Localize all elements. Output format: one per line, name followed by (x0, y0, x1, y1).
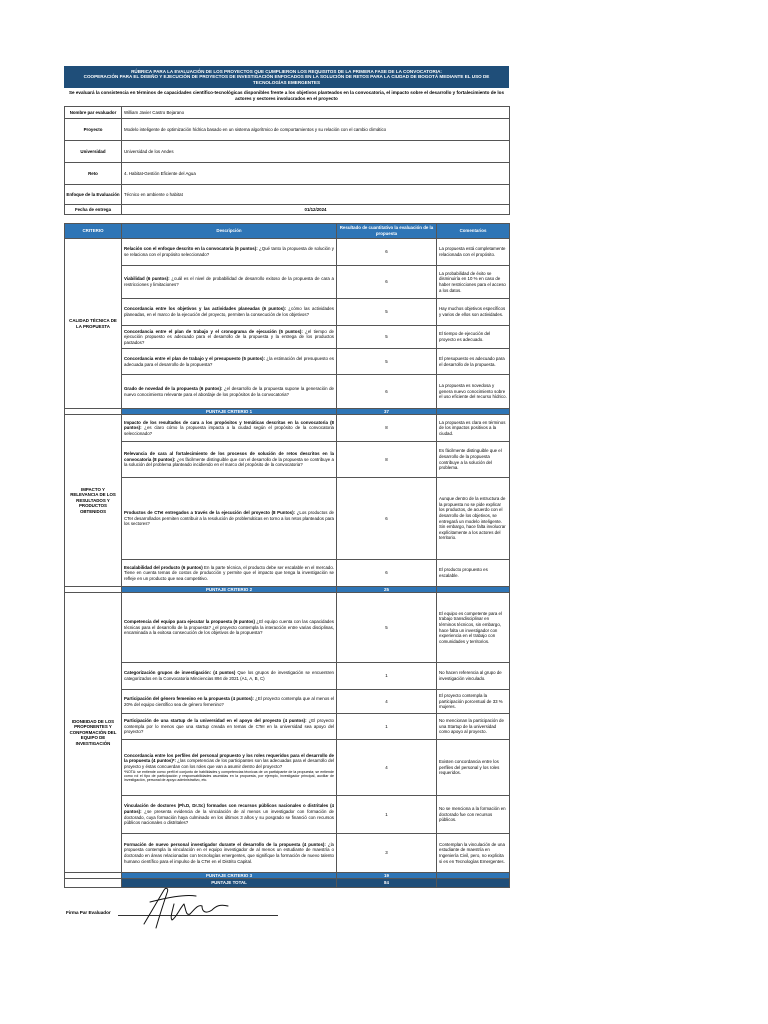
item-score: 6 (337, 375, 437, 409)
focus-value: Técnico en ambiente o habitat (122, 185, 510, 205)
item-comment: El equipo es competente para el trabajo transdisciplinar en términos técnicos, sin embargo, hace falta un investigador con experiencia en el trabajo con comunidades y territorios. (437, 593, 510, 663)
item-score: 4 (337, 740, 437, 796)
item-comment: Hay muchos objetivos específicos y varios de ellos son actividades. (437, 299, 510, 326)
table-row (65, 740, 510, 796)
item-comment: Contemplan la vinculación de una estudiante de maestría en Ingeniería Civil, pero, no explicita si es en Tecnologías Emergentes. (437, 834, 510, 873)
item-score: 4 (337, 690, 437, 714)
table-row (65, 834, 510, 873)
date-value: 01/12/2024 (122, 205, 510, 215)
item-description: Viabilidad (6 puntos): ¿cuál es el nivel de probabilidad de desarrollo exitoso de la propuesta de cara a restricciones y limitaciones? (122, 266, 337, 299)
item-comment: El proyecto contempla la participación porcentual de 33 % mujeres. (437, 690, 510, 714)
column-descripcion: Descripción (122, 224, 337, 239)
grand-total-row (65, 879, 510, 888)
item-description: Relevancia de cara al fortalecimiento de los procesos de solución de retos descritos en la convocatoria (8 puntos): ¿es fácilmente distinguible que con el desarrollo de la propuesta se contribuye a la solución del problema planteado incidiendo en el marco del propósito de la convocatoria? (122, 442, 337, 478)
criterion-name: IMPACTO Y RELEVANCIA DE LOS RESULTADOS Y PRODUCTOS OBTENIDOS (65, 415, 122, 587)
grand-total-value: 84 (337, 879, 437, 888)
item-description: Impacto de los resultados de cara a los propósitos y temáticas descritas en la convocatoria (8 puntos): ¿es claro cómo la propuesta impacta a la ciudad según el propósito de la convocatoria seleccionado? (122, 415, 337, 442)
column-comentarios: Comentarios (437, 224, 510, 239)
item-score: 1 (337, 714, 437, 740)
criterion-total-label: PUNTAJE CRITERIO 2 (122, 587, 337, 593)
item-description: Productos de CTeI entregados a través de la ejecución del proyecto (8 Puntos): ¿Los productos de CTeI desarrollados permiten contribuir a la resolución de problemáticas en torno a los retos planteados para los sectores? (122, 478, 337, 560)
item-comment: La propuesta es novedosa y genera nuevo conocimiento sobre el uso eficiente del recurso hídrico. (437, 375, 510, 409)
item-description: Concordancia entre los objetivos y las actividades planeadas (6 puntos): ¿cómo las actividades planeadas, en el marco de la ejecución del proyecto, permiten la consecución de los objetivos? (122, 299, 337, 326)
table-row (65, 442, 510, 478)
university-label: Universidad (65, 141, 122, 163)
item-comment: No mencionan la participación de una Startup de la universidad como apoyo al proyecto. (437, 714, 510, 740)
university-value: Universidad de los Andes (122, 141, 510, 163)
table-row (65, 349, 510, 375)
item-comment: No hacen referencia al grupo de investigación vinculado. (437, 663, 510, 690)
date-label: Fecha de entrega (65, 205, 122, 215)
evaluator-label: Nombre par evaluador (65, 107, 122, 119)
table-row (65, 714, 510, 740)
rubric-table (64, 223, 510, 888)
item-score: 1 (337, 796, 437, 834)
item-score: 8 (337, 415, 437, 442)
evaluation-info-table (64, 106, 510, 215)
item-comment: El presupuesto es adecuado para el desarrollo de la propuesta. (437, 349, 510, 375)
item-score: 8 (337, 442, 437, 478)
item-comment: La propuesta es clara en términos de los impactos positivos a la ciudad. (437, 415, 510, 442)
table-row (65, 266, 510, 299)
table-row (65, 478, 510, 560)
item-description: Escalabilidad del producto (6 puntos) En la parte técnica, el producto debe ser escalable en el mercado. Tiene en cuenta temas de costos de producción y permite que el impacto que tenga la investigación se refleje en un producto que sea competitivo. (122, 560, 337, 587)
item-description: Concordancia entre el plan de trabajo y el cronograma de ejecución (5 puntos): ¿el tiempo de ejecución propuesto es adecuado para el desarrollo de la propuesta y la entrega de los productos pactados? (122, 326, 337, 349)
item-comment: Aunque dentro de la estructura de la propuesta no se pide explicar los productos, de acuerdo con el desarrollo de los objetivos, se entregará un modelo inteligente. Sin embargo, hace falta involucrar explícitamente a los actores del territorio. (437, 478, 510, 560)
item-score: 3 (337, 834, 437, 873)
item-score: 5 (337, 299, 437, 326)
signature-label: Firma Par Evaluador (66, 910, 111, 915)
item-description: Grado de novedad de la propuesta (6 puntos): ¿el desarrollo de la propuesta supone la generación de nuevo conocimiento relevante para el abordaje de los propósitos de la convocatoria? (122, 375, 337, 409)
table-row (65, 796, 510, 834)
handwritten-signature (136, 884, 246, 934)
item-description: Relación con el enfoque descrito en la convocatoria (6 puntos): ¿Qué tanto la propuesta de solución y se relaciona con el propósito seleccionado? (122, 239, 337, 266)
challenge-value: 4. Habitat-Gestión Eficiente del Agua (122, 163, 510, 185)
item-comment: El tiempo de ejecución del proyecto es adecuado. (437, 326, 510, 349)
item-description: Concordancia entre los perfiles del personal propuesto y los roles requeridos para el desarrollo de la propuesta (4 puntos)*: ¿las competencias de los participantes son las adecuadas para el desarrollo del proyecto y éstas concuerdan con los roles que van a asumir dentro del proyecto? *NOTA: se entiende como perfil el conjunto de habilidades y competencias técnicas de un participante de la propuesta; se entiende como rol el tipo de participación y responsabilidades asumidas en la propuesta, por ejemplo, investigador principal, auxiliar de investigación, personal de apoyo administrativo, etc. (122, 740, 337, 796)
item-description: Participación del género femenino en la propuesta (4 puntos): ¿El proyecto contempla que al menos el 20% del equipo científico sea de género femenino? (122, 690, 337, 714)
project-value: Modelo inteligente de optimización hídrica basado en un sistema algorítmico de comportamientos y su relación con el cambio climático (122, 119, 510, 141)
item-description: Categorización grupos de investigación: (4 puntos) Que los grupos de investigación se encuentren categorizados en la Convocatoria Minciencias 894 de 2021 (A1, A, B, C) (122, 663, 337, 690)
criterion-total-value: 25 (337, 587, 437, 593)
item-score: 6 (337, 266, 437, 299)
table-row (65, 663, 510, 690)
table-row (65, 593, 510, 663)
criterion-total-value: 19 (337, 873, 437, 879)
document-subtitle: Se evaluará la consistencia en términos de capacidades científico-tecnológicas disponibles frente a los objetivos planteados en la convocatoria, el impacto sobre el desarrollo y fortalecimiento de los actores y sectores involucrados en el proyecto (68, 90, 504, 101)
evaluator-value: William Javier Castro Bejarano (122, 107, 510, 119)
table-row (65, 690, 510, 714)
item-comment: El producto propuesto es escalable. (437, 560, 510, 587)
item-score: 5 (337, 593, 437, 663)
table-row (65, 560, 510, 587)
focus-label: Enfoque de la Evaluación (65, 185, 122, 205)
table-row (65, 415, 510, 442)
table-row (65, 375, 510, 409)
item-score: 6 (337, 239, 437, 266)
column-resultado: Resultado de cuantitativo la evaluación de la propuesta (337, 224, 437, 239)
item-note: *NOTA: se entiende como perfil el conjunto de habilidades y competencias técnicas de un participante de la propuesta; se entiende como rol el tipo de participación y responsabilidades asumidas en la propuesta, por ejemplo, investigador principal, auxiliar de investigación, personal de apoyo administrativo, etc. (124, 769, 334, 782)
criterion-name: IDONEIDAD DE LOS PROPONENTES Y CONFORMACIÓN DEL EQUIPO DE INVESTIGACIÓN (65, 593, 122, 873)
item-score: 1 (337, 663, 437, 690)
item-description: Vinculación de doctores (Ph.D, Dr.Sc) formados con recursos públicos nacionales o distritales (4 puntos): ¿se presenta evidencia de la vinculación de al menos un investigador con formación de doctorado, cuya formación haya culminado en los últimos 3 años y su posgrado se financió con recursos públicos nacionales o distritales? (122, 796, 337, 834)
title-line-2: COOPERACIÓN PARA EL DISEÑO Y EJECUCIÓN DE PROYECTOS DE INVESTIGACIÓN ENFOCADOS EN LA SOLUCIÓN DE RETOS PARA LA CIUDAD DE BOGOTÁ MEDIANTE EL USO DE TECNOLOGÍAS EMERGENTES (83, 74, 490, 85)
grand-total-label: PUNTAJE TOTAL (122, 879, 337, 888)
signature-block (66, 904, 296, 944)
criterion-total-label: PUNTAJE CRITERIO 3 (122, 873, 337, 879)
rubric-document (64, 66, 509, 888)
title-line-1: RÚBRICA PARA LA EVALUACIÓN DE LOS PROYECTOS QUE CUMPLIERON LOS REQUISITOS DE LA PRIMERA FASE DE LA CONVOCATORIA: (131, 68, 442, 74)
item-comment: Es fácilmente distinguible que el desarrollo de la propuesta contribuye a la solución del problema. (437, 442, 510, 478)
table-row (65, 239, 510, 266)
item-score: 6 (337, 560, 437, 587)
item-description: Competencia del equipo para ejecutar la propuesta (6 puntos) ¿El equipo cuenta con las capacidades técnicas para el desarrollo de la propuesta? ¿el proyecto contempla la interacción entre varias disciplinas, encaminada a la exitosa consecución de los objetivos de la propuesta? (122, 593, 337, 663)
document-title (64, 66, 509, 88)
criterion-total-label: PUNTAJE CRITERIO 1 (122, 409, 337, 415)
challenge-label: Reto (65, 163, 122, 185)
item-description: Concordancia entre el plan de trabajo y el presupuesto (5 puntos): ¿la estimación del presupuesto es adecuada para el desarrollo de la propuesta? (122, 349, 337, 375)
item-description: Formación de nuevo personal investigador durante el desarrollo de la propuesta (4 puntos): ¿la propuesta contempla la vinculación en el equipo investigador de al menos un estudiante de maestría o doctorado en áreas relacionadas con tecnologías emergentes, que signifique la formación de nuevo talento humano científico para el impulso de la CTeI en el Distrito Capital. (122, 834, 337, 873)
item-score: 6 (337, 478, 437, 560)
item-comment: La probabilidad de éxito se disminuiría en 10 % en caso de haber restricciones para el acceso a los datos. (437, 266, 510, 299)
item-score: 5 (337, 349, 437, 375)
table-row (65, 299, 510, 326)
project-label: Proyecto (65, 119, 122, 141)
criterion-total-value: 37 (337, 409, 437, 415)
criterion-name: CALIDAD TÉCNICA DE LA PROPUESTA (65, 239, 122, 409)
column-criterio: CRITERIO (65, 224, 122, 239)
table-row (65, 326, 510, 349)
item-comment: Existen concordancia entre los perfiles del personal y los roles requeridos. (437, 740, 510, 796)
item-score: 5 (337, 326, 437, 349)
item-comment: No se menciona a la formación en doctorado fue con recursos públicos. (437, 796, 510, 834)
item-comment: La propuesta está completamente relacionada con el propósito. (437, 239, 510, 266)
item-description: Participación de una startup de la universidad en el apoyo del proyecto (4 puntos): ¿El proyecto contempla por lo menos que una startup creada en temas de CTeI en la universidad sea apoyo del proyecto? (122, 714, 337, 740)
